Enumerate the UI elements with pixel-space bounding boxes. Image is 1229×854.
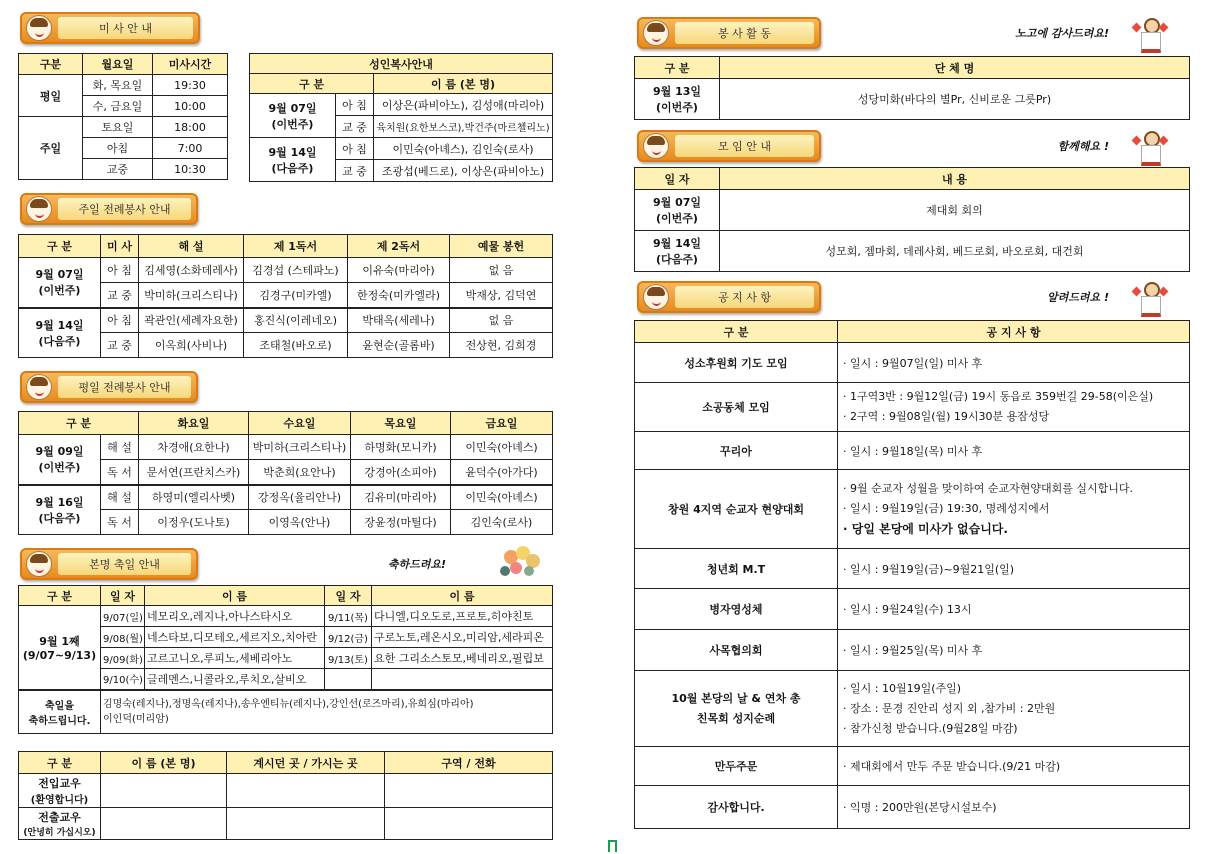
notice-label: 성소후원회 기도 모임: [635, 343, 838, 383]
feast-tagline: 축하드려요!: [387, 558, 446, 571]
reader-1: 김경구(미카엘): [244, 283, 348, 308]
feast-header-cell: 이 름: [145, 586, 325, 606]
priest-face-icon: [26, 551, 52, 577]
wed-name: 이영옥(안나): [249, 510, 351, 535]
congrats-names: 김명숙(레지나),정명옥(레지나),송우엔티뉴(레지나),강인선(로즈마리),유희심(마리아) 이인덕(미리암): [101, 690, 553, 734]
feast-header: [20, 546, 552, 582]
volunteer-content: 성당미화(바다의 별Pr, 신비로운 그릇Pr): [720, 79, 1190, 120]
role: 독 서: [101, 510, 139, 535]
notice-label: 창원 4지역 순교자 현양대회: [635, 470, 838, 549]
priest-face-icon: [643, 284, 669, 310]
feast-header-cell: 일 자: [325, 586, 372, 606]
notice-content: · 일시 : 9월24일(수) 13시: [838, 589, 1190, 630]
week-date: 9월 14일 (다음주): [250, 138, 336, 182]
priest-face-icon: [643, 20, 669, 46]
tue-name: 하영미(엘리사벳): [139, 485, 249, 510]
notice-label: 만두주문: [635, 747, 838, 786]
priest-face-icon: [26, 196, 52, 222]
weekday-title: 평일 전례봉사 안내: [58, 376, 191, 398]
offering: 전상현, 김희경: [450, 333, 553, 358]
notice-label: 감사합니다.: [635, 786, 838, 829]
feast-names: 요한 그리소스토모,베네리오,필립보: [372, 648, 553, 669]
sunday-header: 예물 봉헌: [450, 235, 553, 258]
parish-header: 구 분: [19, 752, 101, 774]
server-names: 조광섭(베드로), 이상은(파비아노): [374, 160, 553, 182]
notice-header: [637, 278, 1167, 316]
priest-face-icon: [26, 15, 52, 41]
commentator: 이옥희(사비나): [139, 333, 244, 358]
notice-label: 10월 본당의 날 & 연차 총 친목회 성지순례: [635, 671, 838, 747]
notice-content: · 제대회에서 만두 주문 받습니다.(9/21 마감): [838, 747, 1190, 786]
mass-day: 화, 목요일: [83, 75, 153, 96]
volunteer-banner: [637, 17, 821, 49]
weekday-header: 수요일: [249, 412, 351, 435]
weekday-label: 평일: [19, 75, 83, 117]
offering: 없 음: [450, 258, 553, 283]
notice-label: 청년회 M.T: [635, 549, 838, 589]
mass-type: 교 중: [336, 116, 374, 138]
feast-header-cell: 구 분: [19, 586, 101, 606]
mass-type: 아 침: [101, 308, 139, 333]
meeting-table: [634, 167, 1189, 272]
congrats-label: 축일을 축하드립니다.: [19, 690, 101, 734]
mass-type: 아 침: [101, 258, 139, 283]
feast-date: 9/10(수): [101, 669, 145, 690]
empty-cell: [227, 808, 385, 840]
notice-header-cell: 구 분: [635, 321, 838, 343]
weekday-banner: [20, 371, 198, 403]
parish-header: 계시던 곳 / 가시는 곳: [227, 752, 385, 774]
sunday-header: 제 2독서: [348, 235, 450, 258]
mass-time: 19:30: [153, 75, 228, 96]
commentator: 곽관인(세례자요한): [139, 308, 244, 333]
server-names: 이상은(파비아노), 김성애(마리아): [374, 94, 553, 116]
week-date: 9월 09일 (이번주): [19, 435, 101, 485]
notice-label: 사목협의회: [635, 630, 838, 671]
tue-name: 문서연(프란치스카): [139, 460, 249, 485]
meeting-content: 제대회 회의: [720, 190, 1190, 231]
feast-names: 고르고니오,루피노,세베리아노: [145, 648, 325, 669]
mass-time: 7:00: [153, 138, 228, 159]
weekday-header: 금요일: [451, 412, 553, 435]
sunday-header: 미 사: [101, 235, 139, 258]
parish-header: 이 름 (본 명): [101, 752, 227, 774]
notice-content: · 일시 : 9월18일(목) 미사 후: [838, 432, 1190, 470]
meeting-banner: [637, 130, 821, 162]
sunday-banner: [20, 193, 198, 225]
sunday-table: [18, 234, 552, 358]
notice-header-cell: 공 지 사 항: [838, 321, 1190, 343]
feast-names: 구로노토,레온시오,미리암,세라피온: [372, 627, 553, 648]
reader-2: 이유숙(마리아): [348, 258, 450, 283]
mass-banner: [20, 12, 200, 44]
mass-type: 교 중: [101, 283, 139, 308]
role: 독 서: [101, 460, 139, 485]
feast-date: 9/08(월): [101, 627, 145, 648]
feast-date: 9/13(토): [325, 648, 372, 669]
transfer-in-label: 전입교우 (환영합니다): [19, 774, 101, 808]
feast-names: 글레멘스,니콜라오,루치오,살비오: [145, 669, 325, 690]
feast-date: [325, 669, 372, 690]
commentator: 김세영(소화데레사): [139, 258, 244, 283]
mass-time: 10:00: [153, 96, 228, 117]
priest-face-icon: [643, 133, 669, 159]
reader-1: 조태철(바오로): [244, 333, 348, 358]
reader-1: 김경섭 (스테파노): [244, 258, 348, 283]
fri-name: 윤덕수(아가다): [451, 460, 553, 485]
empty-cell: [227, 774, 385, 808]
feast-date: 9/12(금): [325, 627, 372, 648]
fri-name: 이민숙(아녜스): [451, 435, 553, 460]
week-date: 9월 13일 (이번주): [635, 79, 720, 120]
week-date: 9월 07일 (이번주): [19, 258, 101, 308]
weekday-table: [18, 411, 552, 535]
empty-cell: [385, 774, 553, 808]
flower-bouquet-icon: [494, 544, 552, 584]
communion-header: 구 분: [250, 74, 374, 94]
feast-banner: [20, 548, 198, 580]
wed-name: 박미하(크리스티나): [249, 435, 351, 460]
sunday-header: 해 설: [139, 235, 244, 258]
notice-content: · 1구역3반 : 9월12일(금) 19시 동읍로 359번길 29-58(이은실) · 2구역 : 9월08일(월) 19시30분 용잠성당: [838, 383, 1190, 432]
offering: 없 음: [450, 308, 553, 333]
mass-type: 교 중: [336, 160, 374, 182]
feast-title: 본명 축일 안내: [58, 553, 191, 575]
empty-cell: [101, 774, 227, 808]
notice-content: · 익명 : 200만원(본당시설보수): [838, 786, 1190, 829]
feast-names: [372, 669, 553, 690]
parish-table: [18, 751, 552, 840]
feast-date: 9/09(화): [101, 648, 145, 669]
mass-day: 토요일: [83, 117, 153, 138]
notice-label: 소공동체 모임: [635, 383, 838, 432]
feast-names: 네모리오,레지나,아나스타시오: [145, 606, 325, 627]
weekday-header: 목요일: [351, 412, 451, 435]
communion-table: [249, 53, 552, 182]
weekday-header: 구 분: [19, 412, 139, 435]
volunteer-header-cell: 구 분: [635, 57, 720, 79]
notice-table: [634, 320, 1189, 829]
meeting-tagline: 함께해요 !: [1057, 140, 1109, 153]
sunday-banner-section: [20, 193, 198, 225]
thu-name: 김유미(마리아): [351, 485, 451, 510]
priest-character-icon: [1133, 16, 1167, 50]
notice-content: · 일시 : 9월25일(목) 미사 후: [838, 630, 1190, 671]
meeting-title: 모 임 안 내: [675, 135, 814, 157]
meeting-content: 성모회, 젬마회, 데레사회, 베드로회, 바오로회, 대건회: [720, 231, 1190, 272]
notice-title: 공 지 사 항: [675, 286, 814, 308]
priest-character-icon: [1133, 129, 1167, 163]
thu-name: 강경아(소피아): [351, 460, 451, 485]
feast-names: 다니엘,디오도로,프로토,히야친토: [372, 606, 553, 627]
server-names: 육치원(요한보스코),박건주(마르첼리노): [374, 116, 553, 138]
notice-tagline: 알려드려요 !: [1047, 291, 1109, 304]
week-date: 9월 14일 (다음주): [635, 231, 720, 272]
volunteer-header: [637, 14, 1167, 52]
volunteer-title: 봉 사 활 동: [675, 22, 814, 44]
week-date: 9월 07일 (이번주): [635, 190, 720, 231]
meeting-header: [637, 127, 1167, 165]
mass-day: 교중: [83, 159, 153, 180]
mass-header: 월요일: [83, 54, 153, 75]
feast-date: 9/07(일): [101, 606, 145, 627]
role: 해 설: [101, 485, 139, 510]
reader-2: 박태옥(세레나): [348, 308, 450, 333]
commentator: 박미하(크리스티나): [139, 283, 244, 308]
sunday-title: 주일 전례봉사 안내: [58, 198, 191, 220]
offering: 박재상, 김덕연: [450, 283, 553, 308]
week-date: 9월 07일 (이번주): [250, 94, 336, 138]
priest-character-icon: [1133, 280, 1167, 314]
server-names: 이민숙(아녜스), 김인숙(로사): [374, 138, 553, 160]
priest-face-icon: [26, 374, 52, 400]
tue-name: 이정우(도나토): [139, 510, 249, 535]
volunteer-header-cell: 단 체 명: [720, 57, 1190, 79]
reader-2: 한정숙(미카엘라): [348, 283, 450, 308]
feast-table: [18, 585, 552, 734]
empty-cell: [101, 808, 227, 840]
meeting-header-cell: 일 자: [635, 168, 720, 190]
fri-name: 이민숙(아녜스): [451, 485, 553, 510]
wed-name: 박춘희(요안나): [249, 460, 351, 485]
empty-cell: [385, 808, 553, 840]
mass-banner-section: [20, 12, 200, 44]
sunday-header: 제 1독서: [244, 235, 348, 258]
volunteer-tagline: 노고에 감사드려요!: [1015, 27, 1109, 40]
volunteer-table: [634, 56, 1189, 120]
weekday-banner-section: [20, 371, 198, 403]
mass-title: 미 사 안 내: [58, 17, 193, 39]
sunday-header: 구 분: [19, 235, 101, 258]
mass-table: [18, 53, 227, 180]
reader-1: 홍진식(이레네오): [244, 308, 348, 333]
parish-header: 구역 / 전화: [385, 752, 553, 774]
feast-names: 네스타보,디모테오,세르지오,치아란: [145, 627, 325, 648]
mass-type: 아 침: [336, 94, 374, 116]
weekday-header: 화요일: [139, 412, 249, 435]
tue-name: 차경애(요한나): [139, 435, 249, 460]
week-date: 9월 16일 (다음주): [19, 485, 101, 535]
notice-content: · 9월 순교자 성월을 맞이하여 순교자현양대회를 실시합니다. · 일시 : 9월19일(금) 19:30, 명례성지에서 · 당일 본당에 미사가 없습니다.: [838, 470, 1190, 549]
notice-banner: [637, 281, 821, 313]
week-date: 9월 14일 (다음주): [19, 308, 101, 358]
fri-name: 김인숙(로사): [451, 510, 553, 535]
mass-header: 구분: [19, 54, 83, 75]
meeting-header-cell: 내 용: [720, 168, 1190, 190]
feast-week: 9월 1째 (9/07~9/13): [19, 606, 101, 690]
notice-label: 꾸리아: [635, 432, 838, 470]
wed-name: 강정옥(율리안나): [249, 485, 351, 510]
notice-label: 병자영성체: [635, 589, 838, 630]
mass-time: 10:30: [153, 159, 228, 180]
page-marker: [608, 840, 617, 852]
notice-content: · 일시 : 10월19일(주일) · 장소 : 문경 진안리 성지 외 ,참가비 : 2만원 · 참가신청 받습니다.(9월28일 마감): [838, 671, 1190, 747]
communion-title: 성인복사안내: [250, 54, 553, 74]
notice-content: · 일시 : 9월19일(금)~9월21일(일): [838, 549, 1190, 589]
mass-day: 아침: [83, 138, 153, 159]
mass-header: 미사시간: [153, 54, 228, 75]
reader-2: 윤현순(골롬바): [348, 333, 450, 358]
mass-type: 아 침: [336, 138, 374, 160]
mass-type: 교 중: [101, 333, 139, 358]
sunday-label: 주일: [19, 117, 83, 180]
role: 해 설: [101, 435, 139, 460]
communion-header: 이 름 (본 명): [374, 74, 553, 94]
feast-header-cell: 이 름: [372, 586, 553, 606]
thu-name: 장윤정(마틸다): [351, 510, 451, 535]
transfer-out-label: 전출교우 (안녕히 가십시오): [19, 808, 101, 840]
mass-day: 수, 금요일: [83, 96, 153, 117]
feast-header-cell: 일 자: [101, 586, 145, 606]
feast-date: 9/11(목): [325, 606, 372, 627]
mass-time: 18:00: [153, 117, 228, 138]
notice-content: · 일시 : 9월07일(일) 미사 후: [838, 343, 1190, 383]
thu-name: 하명화(모니카): [351, 435, 451, 460]
